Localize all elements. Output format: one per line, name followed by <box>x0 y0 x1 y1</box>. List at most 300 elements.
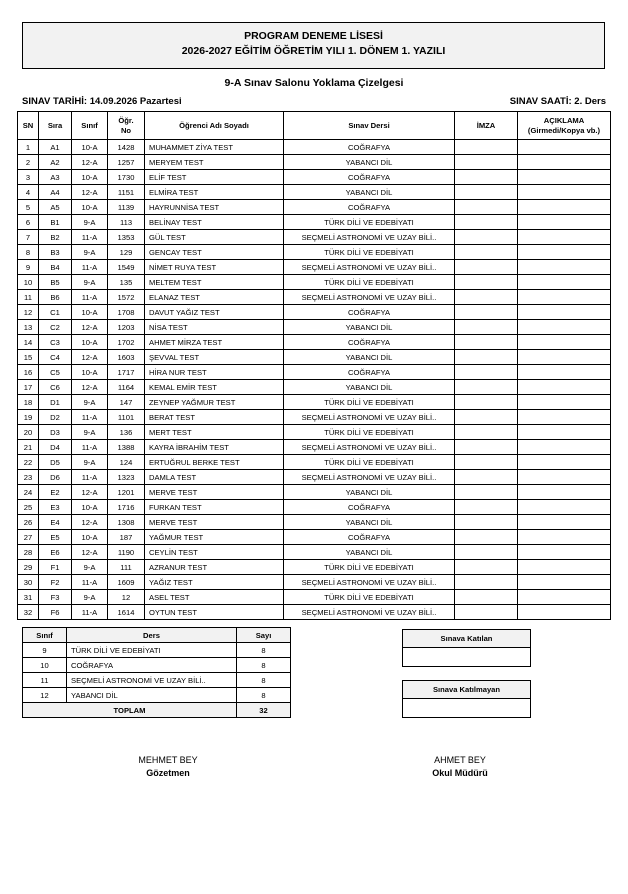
table-row <box>18 605 611 620</box>
summary-body <box>23 643 291 703</box>
cell-no: 129 <box>108 245 145 260</box>
cell-aciklama[interactable] <box>518 485 611 500</box>
cell-no: 1572 <box>108 290 145 305</box>
cell-sira: E6 <box>39 545 72 560</box>
cell-sira: F1 <box>39 560 72 575</box>
cell-name: NİMET RUYA TEST <box>145 260 284 275</box>
cell-name: KEMAL EMİR TEST <box>145 380 284 395</box>
cell-ders: COĞRAFYA <box>284 140 455 155</box>
cell-sinif: 10-A <box>72 140 108 155</box>
cell-sn: 27 <box>18 530 39 545</box>
summary-ders: TÜRK DİLİ VE EDEBİYATI <box>67 643 237 658</box>
cell-sira: D2 <box>39 410 72 425</box>
cell-no: 1708 <box>108 305 145 320</box>
summary-sayi: 8 <box>237 658 291 673</box>
cell-ders: TÜRK DİLİ VE EDEBİYATI <box>284 425 455 440</box>
cell-imza[interactable] <box>455 575 518 590</box>
cell-name: ŞEVVAL TEST <box>145 350 284 365</box>
cell-sinif: 12-A <box>72 155 108 170</box>
cell-aciklama[interactable] <box>518 185 611 200</box>
cell-name: DAVUT YAĞIZ TEST <box>145 305 284 320</box>
cell-name: MELTEM TEST <box>145 275 284 290</box>
cell-imza[interactable] <box>455 485 518 500</box>
cell-sn: 15 <box>18 350 39 365</box>
cell-sira: E3 <box>39 500 72 515</box>
cell-ders: SEÇMELİ ASTRONOMİ VE UZAY BİLİ.. <box>284 440 455 455</box>
katilan-field[interactable] <box>403 648 530 666</box>
cell-no: 1257 <box>108 155 145 170</box>
summary-sayi: 8 <box>237 688 291 703</box>
table-row <box>18 155 611 170</box>
cell-sn: 2 <box>18 155 39 170</box>
cell-name: AHMET MİRZA TEST <box>145 335 284 350</box>
cell-name: ZEYNEP YAĞMUR TEST <box>145 395 284 410</box>
cell-sinif: 9-A <box>72 560 108 575</box>
summary-col-ders: Ders <box>67 628 237 643</box>
cell-sira: A3 <box>39 170 72 185</box>
cell-no: 1203 <box>108 320 145 335</box>
cell-imza[interactable] <box>455 200 518 215</box>
cell-aciklama[interactable] <box>518 290 611 305</box>
cell-ders: SEÇMELİ ASTRONOMİ VE UZAY BİLİ.. <box>284 575 455 590</box>
cell-no: 1549 <box>108 260 145 275</box>
col-sn: SN <box>18 112 39 140</box>
col-sinif: Sınıf <box>72 112 108 140</box>
cell-sira: C1 <box>39 305 72 320</box>
cell-no: 1603 <box>108 350 145 365</box>
cell-ders: YABANCI DİL <box>284 515 455 530</box>
cell-sn: 25 <box>18 500 39 515</box>
cell-no: 1702 <box>108 335 145 350</box>
cell-ders: TÜRK DİLİ VE EDEBİYATI <box>284 215 455 230</box>
cell-sn: 23 <box>18 470 39 485</box>
term-title: 2026-2027 EĞİTİM ÖĞRETİM YILI 1. DÖNEM 1. YAZILI <box>181 45 446 57</box>
cell-no: 1717 <box>108 365 145 380</box>
cell-aciklama[interactable] <box>518 200 611 215</box>
cell-ders: COĞRAFYA <box>284 170 455 185</box>
school-name: PROGRAM DENEME LİSESİ <box>244 30 383 42</box>
cell-aciklama[interactable] <box>518 140 611 155</box>
cell-aciklama[interactable] <box>518 380 611 395</box>
table-header-row <box>18 112 611 140</box>
cell-ders: COĞRAFYA <box>284 365 455 380</box>
cell-aciklama[interactable] <box>518 305 611 320</box>
cell-name: AZRANUR TEST <box>145 560 284 575</box>
cell-name: MERYEM TEST <box>145 155 284 170</box>
table-row <box>18 320 611 335</box>
cell-ders: TÜRK DİLİ VE EDEBİYATI <box>284 245 455 260</box>
cell-imza[interactable] <box>455 245 518 260</box>
cell-sn: 22 <box>18 455 39 470</box>
cell-aciklama[interactable] <box>518 605 611 620</box>
cell-sinif: 11-A <box>72 290 108 305</box>
cell-sinif: 9-A <box>72 215 108 230</box>
cell-sinif: 10-A <box>72 365 108 380</box>
cell-sn: 18 <box>18 395 39 410</box>
cell-sn: 14 <box>18 335 39 350</box>
cell-imza[interactable] <box>455 140 518 155</box>
cell-imza[interactable] <box>455 500 518 515</box>
table-row <box>18 590 611 605</box>
cell-ders: SEÇMELİ ASTRONOMİ VE UZAY BİLİ.. <box>284 410 455 425</box>
summary-col-sinif: Sınıf <box>23 628 67 643</box>
cell-name: BELİNAY TEST <box>145 215 284 230</box>
table-row <box>18 575 611 590</box>
cell-name: ERTUĞRUL BERKE TEST <box>145 455 284 470</box>
cell-ders: YABANCI DİL <box>284 350 455 365</box>
col-sira: Sıra <box>39 112 72 140</box>
cell-aciklama[interactable] <box>518 365 611 380</box>
cell-sira: F6 <box>39 605 72 620</box>
cell-no: 136 <box>108 425 145 440</box>
table-row <box>18 455 611 470</box>
cell-sn: 7 <box>18 230 39 245</box>
col-aciklama-line1: AÇIKLAMA <box>543 115 585 125</box>
cell-ders: COĞRAFYA <box>284 530 455 545</box>
katilmayan-label: Sınava Katılmayan <box>403 681 530 699</box>
cell-aciklama[interactable] <box>518 335 611 350</box>
cell-name: FURKAN TEST <box>145 500 284 515</box>
cell-sn: 10 <box>18 275 39 290</box>
cell-no: 113 <box>108 215 145 230</box>
cell-imza[interactable] <box>455 470 518 485</box>
cell-sira: A5 <box>39 200 72 215</box>
cell-no: 1614 <box>108 605 145 620</box>
attendance-body <box>18 140 611 620</box>
cell-sira: D1 <box>39 395 72 410</box>
cell-aciklama[interactable] <box>518 230 611 245</box>
cell-sinif: 10-A <box>72 335 108 350</box>
cell-aciklama[interactable] <box>518 560 611 575</box>
cell-name: MERT TEST <box>145 425 284 440</box>
katilan-box <box>402 629 531 667</box>
cell-imza[interactable] <box>455 515 518 530</box>
col-imza: İMZA <box>455 112 518 140</box>
summary-sayi: 8 <box>237 673 291 688</box>
table-row <box>18 395 611 410</box>
cell-imza[interactable] <box>455 155 518 170</box>
cell-sn: 19 <box>18 410 39 425</box>
cell-sn: 21 <box>18 440 39 455</box>
cell-sn: 8 <box>18 245 39 260</box>
mudur-role: Okul Müdürü <box>432 768 488 778</box>
cell-aciklama[interactable] <box>518 500 611 515</box>
cell-name: GENCAY TEST <box>145 245 284 260</box>
cell-sn: 4 <box>18 185 39 200</box>
cell-aciklama[interactable] <box>518 245 611 260</box>
cell-imza[interactable] <box>455 590 518 605</box>
cell-imza[interactable] <box>455 170 518 185</box>
summary-col-sayi: Sayı <box>237 628 291 643</box>
cell-sinif: 11-A <box>72 410 108 425</box>
table-row <box>18 140 611 155</box>
table-row <box>18 530 611 545</box>
katilan-label: Sınava Katılan <box>403 630 530 648</box>
cell-sinif: 12-A <box>72 350 108 365</box>
cell-aciklama[interactable] <box>518 395 611 410</box>
cell-ders: TÜRK DİLİ VE EDEBİYATI <box>284 590 455 605</box>
cell-imza[interactable] <box>455 545 518 560</box>
table-row <box>18 245 611 260</box>
summary-row <box>23 658 291 673</box>
table-row <box>18 170 611 185</box>
cell-sinif: 9-A <box>72 425 108 440</box>
cell-name: DAMLA TEST <box>145 470 284 485</box>
table-row <box>18 230 611 245</box>
cell-sinif: 9-A <box>72 275 108 290</box>
cell-sn: 6 <box>18 215 39 230</box>
cell-sira: D3 <box>39 425 72 440</box>
cell-sinif: 11-A <box>72 575 108 590</box>
cell-no: 124 <box>108 455 145 470</box>
cell-imza[interactable] <box>455 365 518 380</box>
table-row <box>18 425 611 440</box>
cell-name: NİSA TEST <box>145 320 284 335</box>
table-row <box>18 440 611 455</box>
cell-imza[interactable] <box>455 230 518 245</box>
cell-imza[interactable] <box>455 530 518 545</box>
cell-ders: TÜRK DİLİ VE EDEBİYATI <box>284 395 455 410</box>
cell-imza[interactable] <box>455 185 518 200</box>
cell-aciklama[interactable] <box>518 515 611 530</box>
cell-ders: YABANCI DİL <box>284 155 455 170</box>
cell-imza[interactable] <box>455 275 518 290</box>
table-row <box>18 485 611 500</box>
cell-aciklama[interactable] <box>518 575 611 590</box>
cell-name: BERAT TEST <box>145 410 284 425</box>
table-row <box>18 275 611 290</box>
table-row <box>18 350 611 365</box>
cell-aciklama[interactable] <box>518 350 611 365</box>
cell-ders: YABANCI DİL <box>284 380 455 395</box>
cell-sira: B4 <box>39 260 72 275</box>
cell-name: HİRA NUR TEST <box>145 365 284 380</box>
table-row <box>18 470 611 485</box>
cell-sira: A2 <box>39 155 72 170</box>
cell-name: ELANAZ TEST <box>145 290 284 305</box>
cell-sn: 9 <box>18 260 39 275</box>
cell-sira: D6 <box>39 470 72 485</box>
cell-imza[interactable] <box>455 290 518 305</box>
cell-imza[interactable] <box>455 425 518 440</box>
cell-sinif: 12-A <box>72 380 108 395</box>
cell-aciklama[interactable] <box>518 155 611 170</box>
summary-sinif: 9 <box>23 643 67 658</box>
cell-aciklama[interactable] <box>518 425 611 440</box>
cell-sinif: 11-A <box>72 605 108 620</box>
cell-name: ELMİRA TEST <box>145 185 284 200</box>
cell-sira: B1 <box>39 215 72 230</box>
cell-sira: E2 <box>39 485 72 500</box>
cell-imza[interactable] <box>455 560 518 575</box>
table-row <box>18 380 611 395</box>
cell-sinif: 11-A <box>72 470 108 485</box>
cell-aciklama[interactable] <box>518 275 611 290</box>
summary-row <box>23 688 291 703</box>
cell-sinif: 10-A <box>72 200 108 215</box>
cell-no: 1609 <box>108 575 145 590</box>
cell-no: 147 <box>108 395 145 410</box>
cell-sinif: 10-A <box>72 530 108 545</box>
cell-sira: B5 <box>39 275 72 290</box>
summary-ders: SEÇMELİ ASTRONOMİ VE UZAY BİLİ.. <box>67 673 237 688</box>
cell-sinif: 10-A <box>72 500 108 515</box>
cell-ders: YABANCI DİL <box>284 185 455 200</box>
cell-ders: TÜRK DİLİ VE EDEBİYATI <box>284 560 455 575</box>
cell-aciklama[interactable] <box>518 170 611 185</box>
cell-ders: COĞRAFYA <box>284 200 455 215</box>
cell-sira: C6 <box>39 380 72 395</box>
table-row <box>18 305 611 320</box>
cell-imza[interactable] <box>455 455 518 470</box>
summary-ders: YABANCI DİL <box>67 688 237 703</box>
cell-sinif: 9-A <box>72 245 108 260</box>
cell-aciklama[interactable] <box>518 530 611 545</box>
cell-sira: C4 <box>39 350 72 365</box>
table-row <box>18 545 611 560</box>
cell-aciklama[interactable] <box>518 440 611 455</box>
signature-mudur <box>380 755 540 778</box>
cell-imza[interactable] <box>455 320 518 335</box>
col-ogr-line2: No <box>120 125 132 135</box>
cell-sira: A1 <box>39 140 72 155</box>
cell-sn: 28 <box>18 545 39 560</box>
cell-name: ELİF TEST <box>145 170 284 185</box>
cell-imza[interactable] <box>455 605 518 620</box>
cell-sn: 17 <box>18 380 39 395</box>
cell-ders: COĞRAFYA <box>284 335 455 350</box>
cell-sira: F2 <box>39 575 72 590</box>
cell-imza[interactable] <box>455 395 518 410</box>
summary-sinif: 12 <box>23 688 67 703</box>
cell-no: 1428 <box>108 140 145 155</box>
cell-no: 135 <box>108 275 145 290</box>
cell-ders: SEÇMELİ ASTRONOMİ VE UZAY BİLİ.. <box>284 260 455 275</box>
cell-imza[interactable] <box>455 440 518 455</box>
cell-sinif: 9-A <box>72 455 108 470</box>
cell-aciklama[interactable] <box>518 320 611 335</box>
cell-no: 1308 <box>108 515 145 530</box>
cell-aciklama[interactable] <box>518 470 611 485</box>
cell-name: GÜL TEST <box>145 230 284 245</box>
cell-sn: 13 <box>18 320 39 335</box>
cell-ders: SEÇMELİ ASTRONOMİ VE UZAY BİLİ.. <box>284 605 455 620</box>
cell-name: KAYRA İBRAHİM TEST <box>145 440 284 455</box>
cell-sinif: 12-A <box>72 320 108 335</box>
cell-ders: COĞRAFYA <box>284 305 455 320</box>
cell-sinif: 10-A <box>72 170 108 185</box>
cell-sn: 1 <box>18 140 39 155</box>
signature-gozetmen <box>88 755 248 778</box>
table-row <box>18 335 611 350</box>
cell-aciklama[interactable] <box>518 215 611 230</box>
cell-sn: 30 <box>18 575 39 590</box>
cell-sinif: 12-A <box>72 515 108 530</box>
cell-aciklama[interactable] <box>518 455 611 470</box>
cell-ders: SEÇMELİ ASTRONOMİ VE UZAY BİLİ.. <box>284 290 455 305</box>
cell-aciklama[interactable] <box>518 260 611 275</box>
table-row <box>18 215 611 230</box>
cell-sn: 16 <box>18 365 39 380</box>
cell-imza[interactable] <box>455 410 518 425</box>
cell-sinif: 9-A <box>72 395 108 410</box>
cell-aciklama[interactable] <box>518 545 611 560</box>
cell-no: 1323 <box>108 470 145 485</box>
cell-aciklama[interactable] <box>518 410 611 425</box>
gozetmen-name: MEHMET BEY <box>138 755 198 765</box>
cell-no: 111 <box>108 560 145 575</box>
col-aciklama-line2: (Girmedi/Kopya vb.) <box>527 125 601 135</box>
exam-date: SINAV TARİHİ: 14.09.2026 Pazartesi <box>22 96 182 107</box>
cell-imza[interactable] <box>455 260 518 275</box>
cell-sn: 20 <box>18 425 39 440</box>
cell-ders: TÜRK DİLİ VE EDEBİYATI <box>284 275 455 290</box>
cell-sira: E5 <box>39 530 72 545</box>
katilmayan-field[interactable] <box>403 699 530 717</box>
cell-aciklama[interactable] <box>518 590 611 605</box>
summary-header-row <box>23 628 291 643</box>
cell-sn: 5 <box>18 200 39 215</box>
cell-sira: B6 <box>39 290 72 305</box>
cell-sn: 24 <box>18 485 39 500</box>
cell-name: YAĞMUR TEST <box>145 530 284 545</box>
cell-name: HAYRUNNİSA TEST <box>145 200 284 215</box>
cell-imza[interactable] <box>455 350 518 365</box>
cell-no: 1730 <box>108 170 145 185</box>
cell-sinif: 12-A <box>72 545 108 560</box>
summary-table <box>22 627 291 718</box>
cell-name: YAĞIZ TEST <box>145 575 284 590</box>
cell-no: 1164 <box>108 380 145 395</box>
cell-sn: 31 <box>18 590 39 605</box>
cell-name: OYTUN TEST <box>145 605 284 620</box>
cell-sira: B3 <box>39 245 72 260</box>
cell-no: 1190 <box>108 545 145 560</box>
cell-imza[interactable] <box>455 380 518 395</box>
cell-sinif: 11-A <box>72 260 108 275</box>
cell-sn: 32 <box>18 605 39 620</box>
mudur-name: AHMET BEY <box>434 755 486 765</box>
cell-sn: 11 <box>18 290 39 305</box>
summary-ders: COĞRAFYA <box>67 658 237 673</box>
cell-sira: D5 <box>39 455 72 470</box>
table-row <box>18 515 611 530</box>
gozetmen-role: Gözetmen <box>146 768 190 778</box>
col-ogr-no <box>108 112 145 140</box>
cell-imza[interactable] <box>455 215 518 230</box>
col-ogr-line1: Öğr. <box>118 115 134 125</box>
cell-name: ASEL TEST <box>145 590 284 605</box>
cell-no: 1151 <box>108 185 145 200</box>
table-row <box>18 200 611 215</box>
cell-no: 1101 <box>108 410 145 425</box>
cell-sira: C5 <box>39 365 72 380</box>
table-row <box>18 260 611 275</box>
summary-sinif: 11 <box>23 673 67 688</box>
cell-imza[interactable] <box>455 335 518 350</box>
cell-no: 1388 <box>108 440 145 455</box>
total-value: 32 <box>237 703 291 718</box>
cell-imza[interactable] <box>455 305 518 320</box>
col-ders: Sınav Dersi <box>284 112 455 140</box>
cell-name: MERVE TEST <box>145 515 284 530</box>
cell-ders: SEÇMELİ ASTRONOMİ VE UZAY BİLİ.. <box>284 470 455 485</box>
cell-no: 1139 <box>108 200 145 215</box>
cell-sira: C3 <box>39 335 72 350</box>
cell-sinif: 11-A <box>72 440 108 455</box>
cell-no: 1716 <box>108 500 145 515</box>
cell-ders: COĞRAFYA <box>284 500 455 515</box>
